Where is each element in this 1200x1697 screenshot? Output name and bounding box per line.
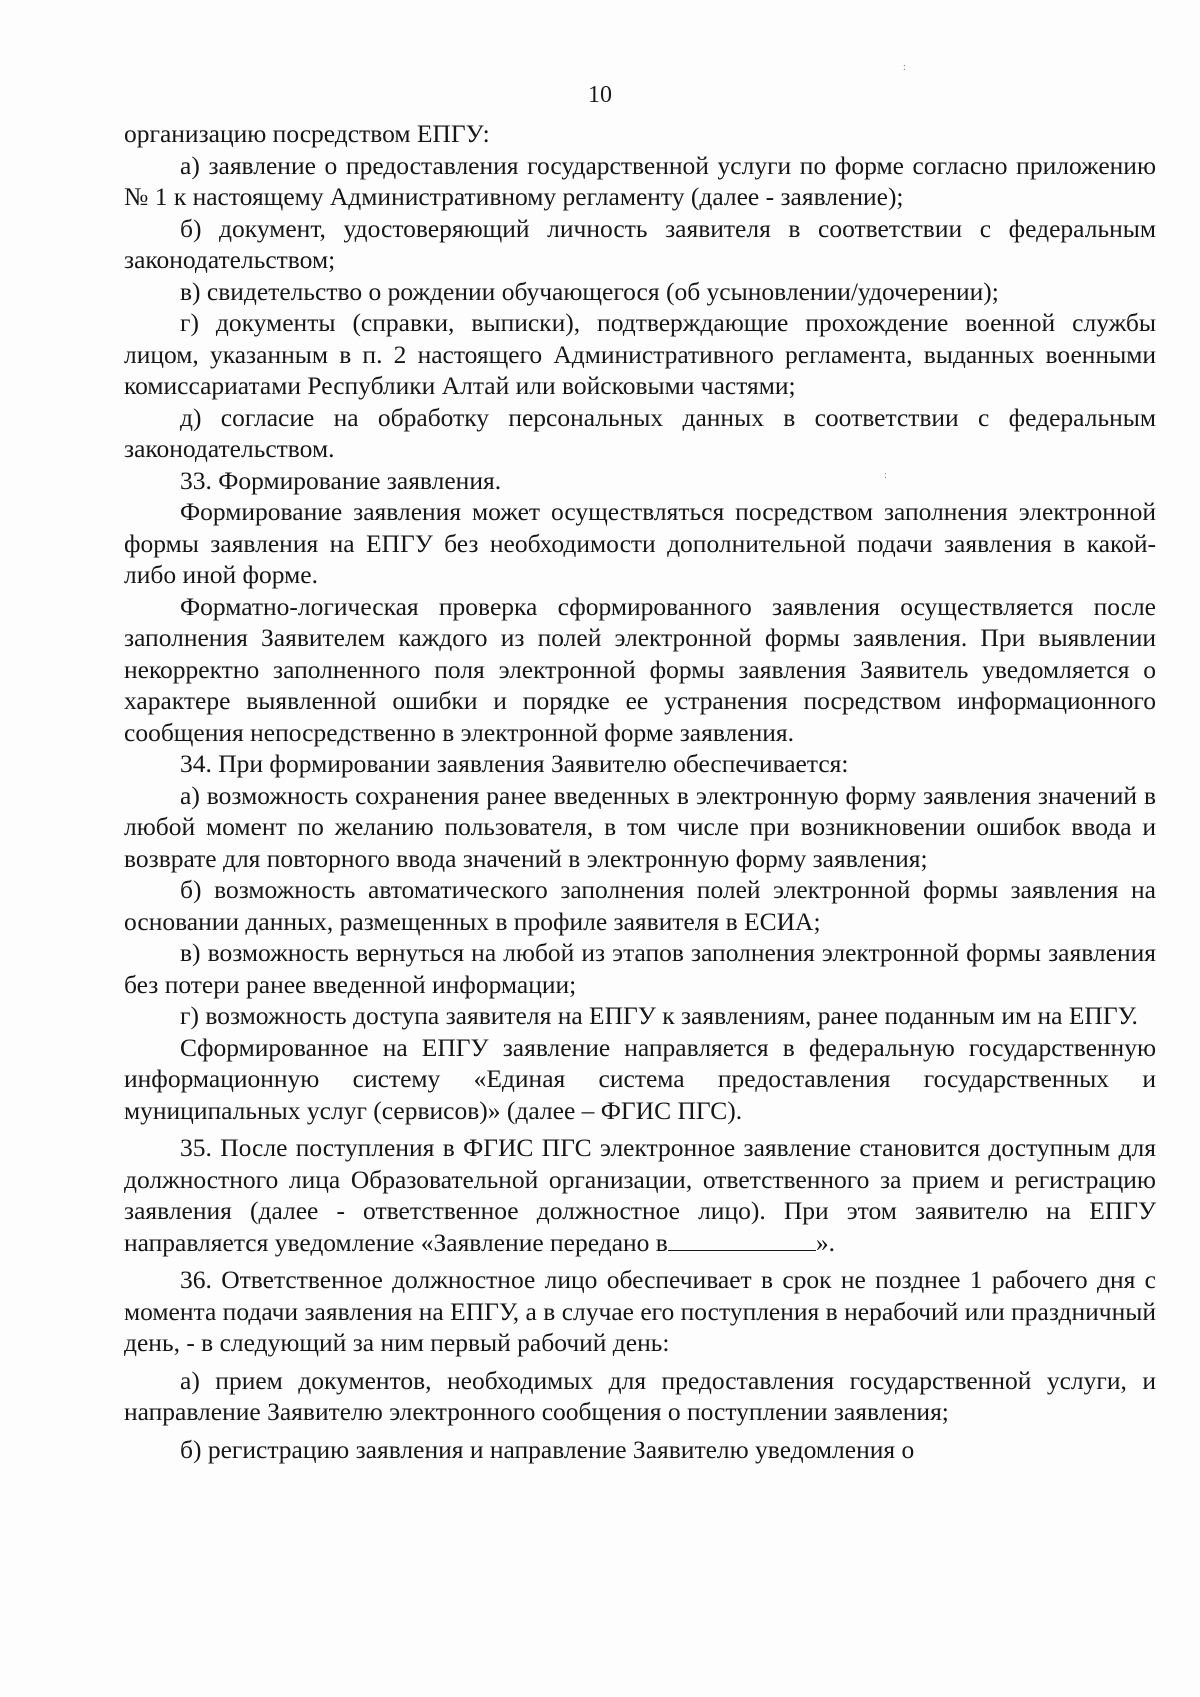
paragraph: а) заявление о предоставления государственной услуги по форме согласно приложению № 1 к настоящему Административному регламенту (далее - заявление); <box>124 150 1156 211</box>
paragraph: Сформированное на ЕПГУ заявление направляется в федеральную государственную информационную систему «Единая система предоставления государственных и муниципальных услуг (сервисов)» (далее – ФГИС ПГС). <box>124 1032 1156 1125</box>
paragraph: организацию посредством ЕПГУ: <box>124 119 490 148</box>
paragraph: 34. При формировании заявления Заявителю обеспечивается: <box>180 749 849 778</box>
paragraph: Форматно-логическая проверка сформированного заявления осуществляется после заполнения Заявителем каждого из полей электронной формы заявления. При выявлении некорректно заполненного поля электронной формы заявления Заявитель уведомляется о характере выявленной ошибки и порядке ее устранения посредством информационного сообщения непосредственно в электронной форме заявления. <box>124 591 1156 747</box>
document-body <box>124 118 1156 1465</box>
paragraph: в) свидетельство о рождении обучающегося (об усыновлении/удочерении); <box>180 276 999 306</box>
paragraph: б) регистрацию заявления и направление Заявителю уведомления о <box>180 1434 915 1464</box>
paragraph: г) возможность доступа заявителя на ЕПГУ к заявлениям, ранее поданным им на ЕПГУ. <box>180 1001 1138 1030</box>
paragraph: д) согласие на обработку персональных данных в соответствии с федеральным законодательством. <box>124 402 1156 463</box>
paragraph: а) прием документов, необходимых для предоставления государственной услуги, и направление Заявителю электронного сообщения о поступлении заявления; <box>124 1365 1156 1426</box>
scan-speck: : <box>903 62 906 73</box>
paragraph-text-end: ». <box>815 1227 835 1257</box>
blank-line <box>668 1228 816 1251</box>
paragraph: в) возможность вернуться на любой из этапов заполнения электронной формы заявления без потери ранее введенной информации; <box>124 938 1156 999</box>
paragraph: 36. Ответственное должностное лицо обеспечивает в срок не позднее 1 рабочего дня с момента подачи заявления на ЕПГУ, а в случае его поступления в нерабочий или праздничный день, - в следующий за ним первый рабочий день: <box>124 1265 1156 1357</box>
paragraph: Формирование заявления может осуществляться посредством заполнения электронной формы заявления на ЕПГУ без необходимости дополнительной подачи заявления в какой-либо иной форме. <box>124 497 1156 589</box>
paragraph: б) возможность автоматического заполнения полей электронной формы заявления на основании данных, размещенных в профиле заявителя в ЕСИА; <box>124 875 1156 936</box>
paragraph <box>124 1132 1156 1258</box>
section-heading: 33. Формирование заявления. <box>180 465 502 495</box>
paragraph: г) документы (справки, выписки), подтверждающие прохождение военной службы лицом, указанным в п. 2 настоящего Административного регламента, выданных военными комиссариатами Республики Алтай или войсковыми частями; <box>124 308 1156 400</box>
paragraph: б) документ, удостоверяющий личность заявителя в соответствии с федеральным законодательством; <box>124 213 1156 274</box>
scan-speck: : <box>884 470 887 481</box>
paragraph-text: 35. После поступления в ФГИС ПГС электронное заявление становится доступным для должностного лица Образовательной организации, ответственного за прием и регистрацию заявления (далее - ответственное должностное лицо). При этом заявителю на ЕПГУ направляется уведомление «Заявление передано в <box>124 1133 1156 1257</box>
paragraph: а) возможность сохранения ранее введенных в электронную форму заявления значений в любой момент по желанию пользователя, в том числе при возникновении ошибок ввода и возврате для повторного ввода значений в электронную форму заявления; <box>124 780 1156 873</box>
page-number: 10 <box>588 82 612 108</box>
